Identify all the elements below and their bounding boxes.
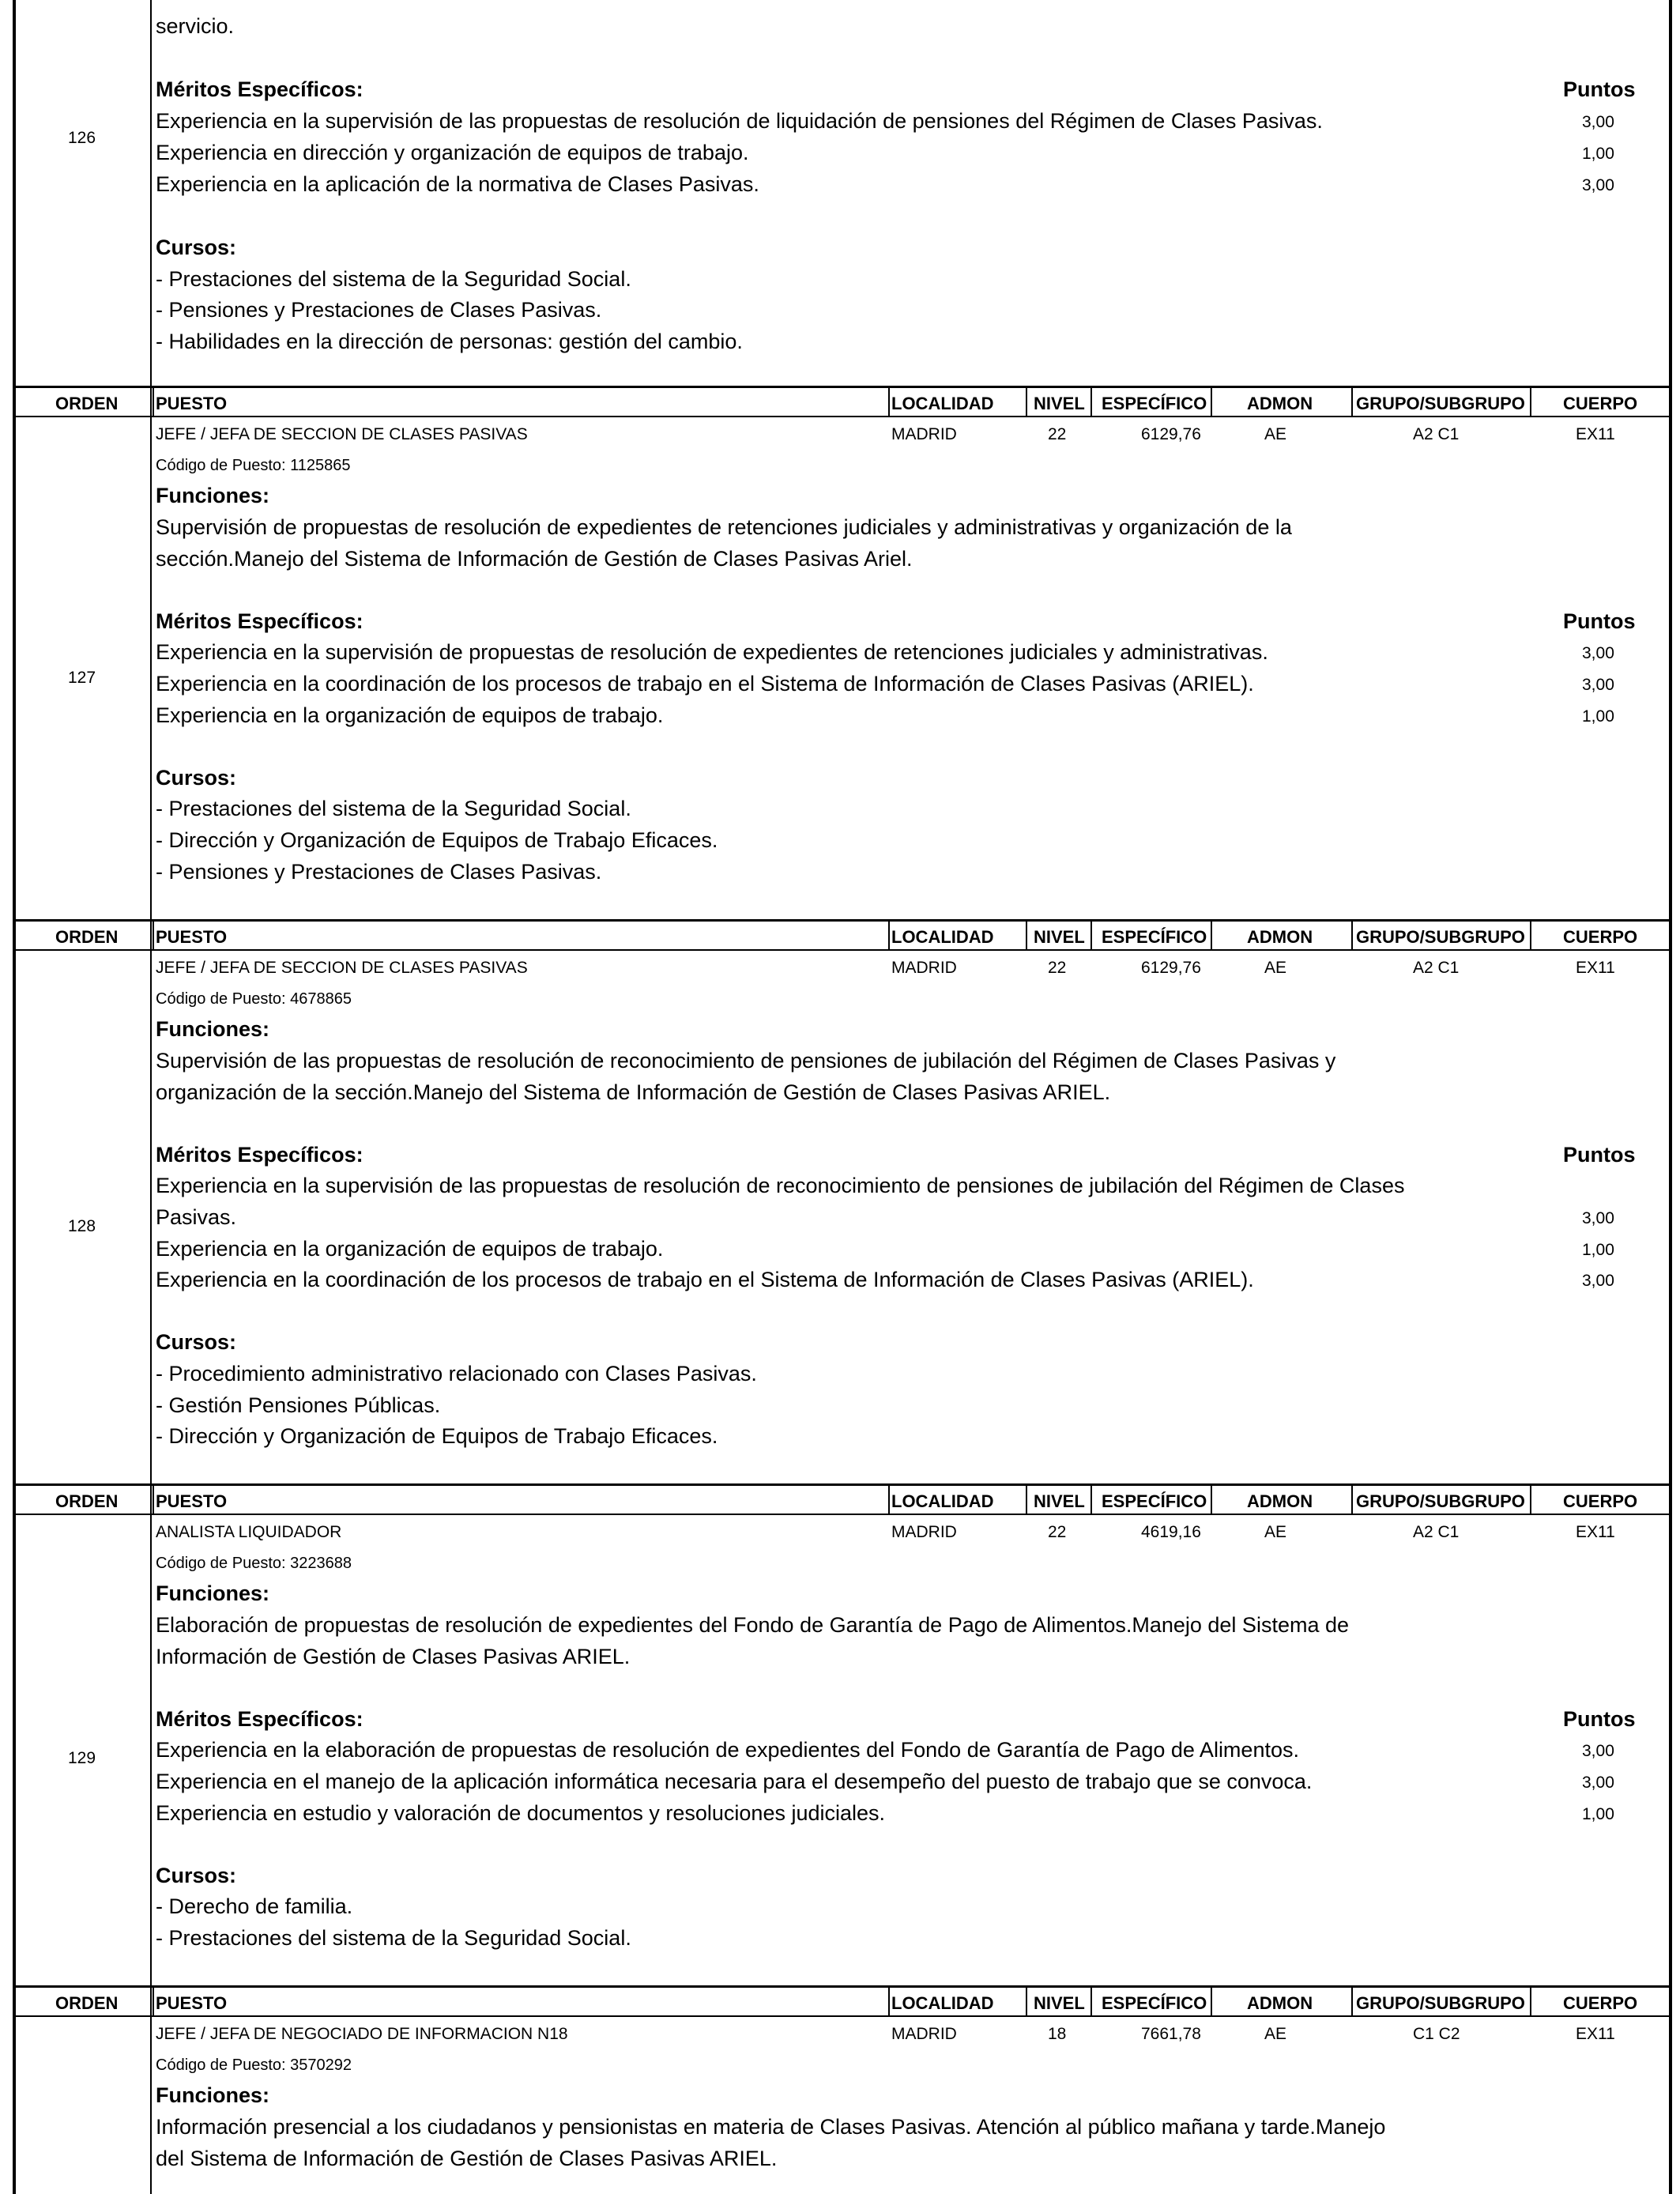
merito-points: 3,00	[1582, 113, 1614, 131]
orden-number: 127	[68, 669, 96, 687]
funciones-line: Información de Gestión de Clases Pasivas ARIEL.	[156, 1644, 631, 1668]
header-row-bottom-border	[13, 2015, 1672, 2017]
admon-value: AE	[1264, 425, 1287, 443]
nivel-value: 22	[1048, 425, 1067, 443]
header-cell-admon: ADMON	[1247, 927, 1313, 947]
header-cell-divider	[1211, 919, 1212, 951]
grupo-value: A2 C1	[1413, 959, 1460, 977]
header-cell-divider	[1026, 386, 1027, 417]
funciones-label: Funciones:	[156, 1017, 270, 1041]
merito-line: Experiencia en dirección y organización de equipos de trabajo.	[156, 141, 749, 164]
cursos-label: Cursos:	[156, 236, 237, 259]
codigo-puesto: Código de Puesto: 3570292	[156, 2056, 352, 2074]
merito-points: 3,00	[1582, 1742, 1614, 1761]
orden-column-divider	[150, 0, 152, 2194]
header-cell-especfico: ESPECÍFICO	[1102, 394, 1207, 413]
merito-points: 3,00	[1582, 1209, 1614, 1227]
header-cell-gruposubgrupo: GRUPO/SUBGRUPO	[1356, 394, 1525, 413]
merito-points: 3,00	[1582, 644, 1614, 663]
codigo-puesto: Código de Puesto: 1125865	[156, 457, 351, 474]
header-cell-cuerpo: CUERPO	[1563, 394, 1638, 413]
header-cell-divider	[1090, 1985, 1092, 2017]
merito-points: 3,00	[1582, 676, 1614, 694]
grupo-value: A2 C1	[1413, 1523, 1460, 1541]
meritos-label: Méritos Específicos:	[156, 609, 363, 633]
cursos-label: Cursos:	[156, 1863, 237, 1887]
header-cell-divider	[1090, 386, 1092, 417]
header-cell-divider	[1026, 1483, 1027, 1515]
header-cell-divider	[888, 1483, 890, 1515]
header-cell-divider	[153, 386, 154, 417]
header-cell-gruposubgrupo: GRUPO/SUBGRUPO	[1356, 1993, 1525, 2013]
merito-line: Experiencia en la coordinación de los procesos de trabajo en el Sistema de Información de Clases Pasivas (ARIEL).	[156, 672, 1254, 696]
especifico-value: 6129,76	[1141, 425, 1201, 443]
header-cell-divider	[1090, 919, 1092, 951]
header-cell-localidad: LOCALIDAD	[891, 394, 994, 413]
header-cell-divider	[1211, 1985, 1212, 2017]
header-cell-especfico: ESPECÍFICO	[1102, 1491, 1207, 1511]
header-cell-admon: ADMON	[1247, 1993, 1313, 2013]
merito-points: 1,00	[1582, 1240, 1614, 1259]
merito-line: Experiencia en la supervisión de las propuestas de resolución de reconocimiento de pensiones de jubilación del Régimen de Clases	[156, 1174, 1405, 1198]
cursos-label: Cursos:	[156, 1330, 237, 1355]
header-cell-divider	[153, 1985, 154, 2017]
puntos-label: Puntos	[1563, 1706, 1636, 1731]
header-cell-divider	[1351, 386, 1353, 417]
merito-line: Experiencia en la supervisión de propuestas de resolución de expedientes de retenciones judiciales y administrativas.	[156, 640, 1268, 665]
merito-points: 3,00	[1582, 1774, 1614, 1792]
header-cell-puesto: PUESTO	[156, 927, 228, 947]
header-cell-divider	[153, 919, 154, 951]
curso-item: - Prestaciones del sistema de la Seguridad Social.	[156, 797, 631, 821]
merito-line: Experiencia en estudio y valoración de documentos y resoluciones judiciales.	[156, 1800, 886, 1825]
orden-number: 128	[68, 1217, 96, 1235]
header-cell-admon: ADMON	[1247, 394, 1313, 413]
funciones-label: Funciones:	[156, 484, 270, 507]
curso-item: - Dirección y Organización de Equipos de Trabajo Eficaces.	[156, 1424, 718, 1449]
puesto-title: JEFE / JEFA DE NEGOCIADO DE INFORMACION N18	[156, 2025, 568, 2043]
puntos-label: Puntos	[1563, 77, 1636, 101]
curso-item: - Pensiones y Prestaciones de Clases Pasivas.	[156, 298, 602, 322]
grupo-value: A2 C1	[1413, 425, 1460, 443]
merito-line: Experiencia en la aplicación de la normativa de Clases Pasivas.	[156, 172, 759, 196]
header-cell-divider	[1351, 1985, 1353, 2017]
header-row-top-border	[13, 1985, 1672, 1988]
curso-item: - Prestaciones del sistema de la Seguridad Social.	[156, 1926, 631, 1950]
curso-item: - Pensiones y Prestaciones de Clases Pasivas.	[156, 859, 602, 884]
nivel-value: 18	[1048, 2025, 1067, 2043]
puesto-title: ANALISTA LIQUIDADOR	[156, 1523, 342, 1541]
header-cell-divider	[888, 919, 890, 951]
curso-item: - Prestaciones del sistema de la Seguridad Social.	[156, 267, 631, 291]
header-cell-cuerpo: CUERPO	[1563, 1491, 1638, 1511]
header-cell-orden: ORDEN	[55, 1491, 119, 1511]
header-cell-divider	[1211, 1483, 1212, 1515]
header-cell-divider	[1090, 1483, 1092, 1515]
merito-line: Pasivas.	[156, 1205, 237, 1229]
funciones-line: Supervisión de las propuestas de resolución de reconocimiento de pensiones de jubilación del Régimen de Clases Pasivas y	[156, 1049, 1336, 1072]
funciones-label: Funciones:	[156, 2083, 270, 2107]
header-row-bottom-border	[13, 416, 1672, 417]
grupo-value: C1 C2	[1413, 2025, 1460, 2043]
nivel-value: 22	[1048, 1523, 1067, 1541]
header-cell-divider	[1530, 386, 1531, 417]
header-cell-divider	[1351, 1483, 1353, 1515]
cuerpo-value: EX11	[1576, 959, 1615, 977]
funciones-line: Elaboración de propuestas de resolución de expedientes del Fondo de Garantía de Pago de Alimentos.Manejo del Sistema de	[156, 1613, 1349, 1637]
merito-points: 1,00	[1582, 145, 1614, 163]
header-cell-divider	[1530, 919, 1531, 951]
header-cell-nivel: NIVEL	[1034, 394, 1085, 413]
puntos-label: Puntos	[1563, 1142, 1636, 1167]
header-row-top-border	[13, 1483, 1672, 1486]
header-cell-orden: ORDEN	[55, 394, 119, 413]
header-cell-localidad: LOCALIDAD	[891, 1491, 994, 1511]
funciones-line: organización de la sección.Manejo del Sistema de Información de Gestión de Clases Pasivas ARIEL.	[156, 1080, 1111, 1104]
curso-item: - Habilidades en la dirección de personas: gestión del cambio.	[156, 330, 743, 353]
merito-line: Experiencia en la supervisión de las propuestas de resolución de liquidación de pensiones del Régimen de Clases Pasivas.	[156, 109, 1323, 133]
header-row-top-border	[13, 919, 1672, 922]
header-cell-puesto: PUESTO	[156, 394, 228, 413]
merito-points: 3,00	[1582, 176, 1614, 194]
admon-value: AE	[1264, 2025, 1287, 2043]
codigo-puesto: Código de Puesto: 3223688	[156, 1555, 352, 1572]
header-cell-admon: ADMON	[1247, 1491, 1313, 1511]
header-cell-divider	[888, 1985, 890, 2017]
header-cell-localidad: LOCALIDAD	[891, 927, 994, 947]
admon-value: AE	[1264, 1523, 1287, 1541]
header-cell-divider	[1530, 1483, 1531, 1515]
puesto-title: JEFE / JEFA DE SECCION DE CLASES PASIVAS	[156, 959, 528, 977]
header-cell-divider	[153, 1483, 154, 1515]
merito-points: 3,00	[1582, 1272, 1614, 1291]
header-cell-orden: ORDEN	[55, 1993, 119, 2013]
meritos-label: Méritos Específicos:	[156, 1142, 363, 1167]
cuerpo-value: EX11	[1576, 1523, 1615, 1541]
header-cell-localidad: LOCALIDAD	[891, 1993, 994, 2013]
header-cell-puesto: PUESTO	[156, 1993, 228, 2013]
merito-points: 1,00	[1582, 1804, 1614, 1823]
nivel-value: 22	[1048, 959, 1067, 977]
header-cell-divider	[1530, 1985, 1531, 2017]
funciones-line: del Sistema de Información de Gestión de Clases Pasivas ARIEL.	[156, 2146, 778, 2170]
codigo-puesto: Código de Puesto: 4678865	[156, 990, 352, 1008]
header-cell-especfico: ESPECÍFICO	[1102, 1993, 1207, 2013]
meritos-label: Méritos Específicos:	[156, 1706, 363, 1731]
header-cell-divider	[1211, 386, 1212, 417]
curso-item: - Dirección y Organización de Equipos de Trabajo Eficaces.	[156, 828, 718, 852]
table-right-border	[1669, 0, 1672, 2194]
header-cell-cuerpo: CUERPO	[1563, 927, 1638, 947]
header-row-bottom-border	[13, 1514, 1672, 1515]
header-cell-nivel: NIVEL	[1034, 1491, 1085, 1511]
header-cell-cuerpo: CUERPO	[1563, 1993, 1638, 2013]
funciones-label: Funciones:	[156, 1581, 270, 1605]
localidad-value: MADRID	[891, 2025, 957, 2043]
merito-line: Experiencia en la organización de equipos de trabajo.	[156, 1236, 664, 1261]
funciones-line: Información presencial a los ciudadanos y pensionistas en materia de Clases Pasivas. Atención al público mañana y tarde.Manejo	[156, 2115, 1386, 2139]
header-cell-gruposubgrupo: GRUPO/SUBGRUPO	[1356, 927, 1525, 947]
admon-value: AE	[1264, 959, 1287, 977]
header-cell-divider	[1026, 1985, 1027, 2017]
table-left-border	[13, 0, 16, 2194]
meritos-label: Méritos Específicos:	[156, 77, 363, 101]
header-cell-divider	[1026, 919, 1027, 951]
header-cell-divider	[1351, 919, 1353, 951]
especifico-value: 7661,78	[1141, 2025, 1201, 2043]
especifico-value: 4619,16	[1141, 1523, 1201, 1541]
orden-number: 129	[68, 1749, 96, 1767]
header-cell-orden: ORDEN	[55, 927, 119, 947]
funciones-line: sección.Manejo del Sistema de Información de Gestión de Clases Pasivas Ariel.	[156, 546, 913, 571]
curso-item: - Derecho de familia.	[156, 1894, 353, 1919]
orden-number: 126	[68, 129, 96, 147]
header-cell-gruposubgrupo: GRUPO/SUBGRUPO	[1356, 1491, 1525, 1511]
header-cell-puesto: PUESTO	[156, 1491, 228, 1511]
cuerpo-value: EX11	[1576, 2025, 1615, 2043]
localidad-value: MADRID	[891, 425, 957, 443]
header-row-bottom-border	[13, 949, 1672, 951]
localidad-value: MADRID	[891, 1523, 957, 1541]
merito-line: Experiencia en la coordinación de los procesos de trabajo en el Sistema de Información de Clases Pasivas (ARIEL).	[156, 1268, 1254, 1292]
especifico-value: 6129,76	[1141, 959, 1201, 977]
header-row-top-border	[13, 386, 1672, 388]
merito-points: 1,00	[1582, 707, 1614, 726]
merito-line: Experiencia en el manejo de la aplicación informática necesaria para el desempeño del puesto de trabajo que se convoca.	[156, 1770, 1313, 1793]
header-cell-nivel: NIVEL	[1034, 1993, 1085, 2013]
localidad-value: MADRID	[891, 959, 957, 977]
header-cell-especfico: ESPECÍFICO	[1102, 927, 1207, 947]
funciones-line: Supervisión de propuestas de resolución de expedientes de retenciones judiciales y administrativas y organización de la	[156, 515, 1292, 539]
puntos-label: Puntos	[1563, 609, 1636, 633]
puesto-title: JEFE / JEFA DE SECCION DE CLASES PASIVAS	[156, 425, 528, 443]
header-cell-nivel: NIVEL	[1034, 927, 1085, 947]
curso-item: - Gestión Pensiones Públicas.	[156, 1393, 441, 1417]
cursos-label: Cursos:	[156, 765, 237, 790]
cuerpo-value: EX11	[1576, 425, 1615, 443]
merito-line: Experiencia en la organización de equipos de trabajo.	[156, 703, 664, 727]
merito-line: Experiencia en la elaboración de propuestas de resolución de expedientes del Fondo de Garantía de Pago de Alimentos.	[156, 1738, 1299, 1762]
header-cell-divider	[888, 386, 890, 417]
funciones-tail: servicio.	[156, 14, 235, 38]
curso-item: - Procedimiento administrativo relacionado con Clases Pasivas.	[156, 1362, 757, 1385]
